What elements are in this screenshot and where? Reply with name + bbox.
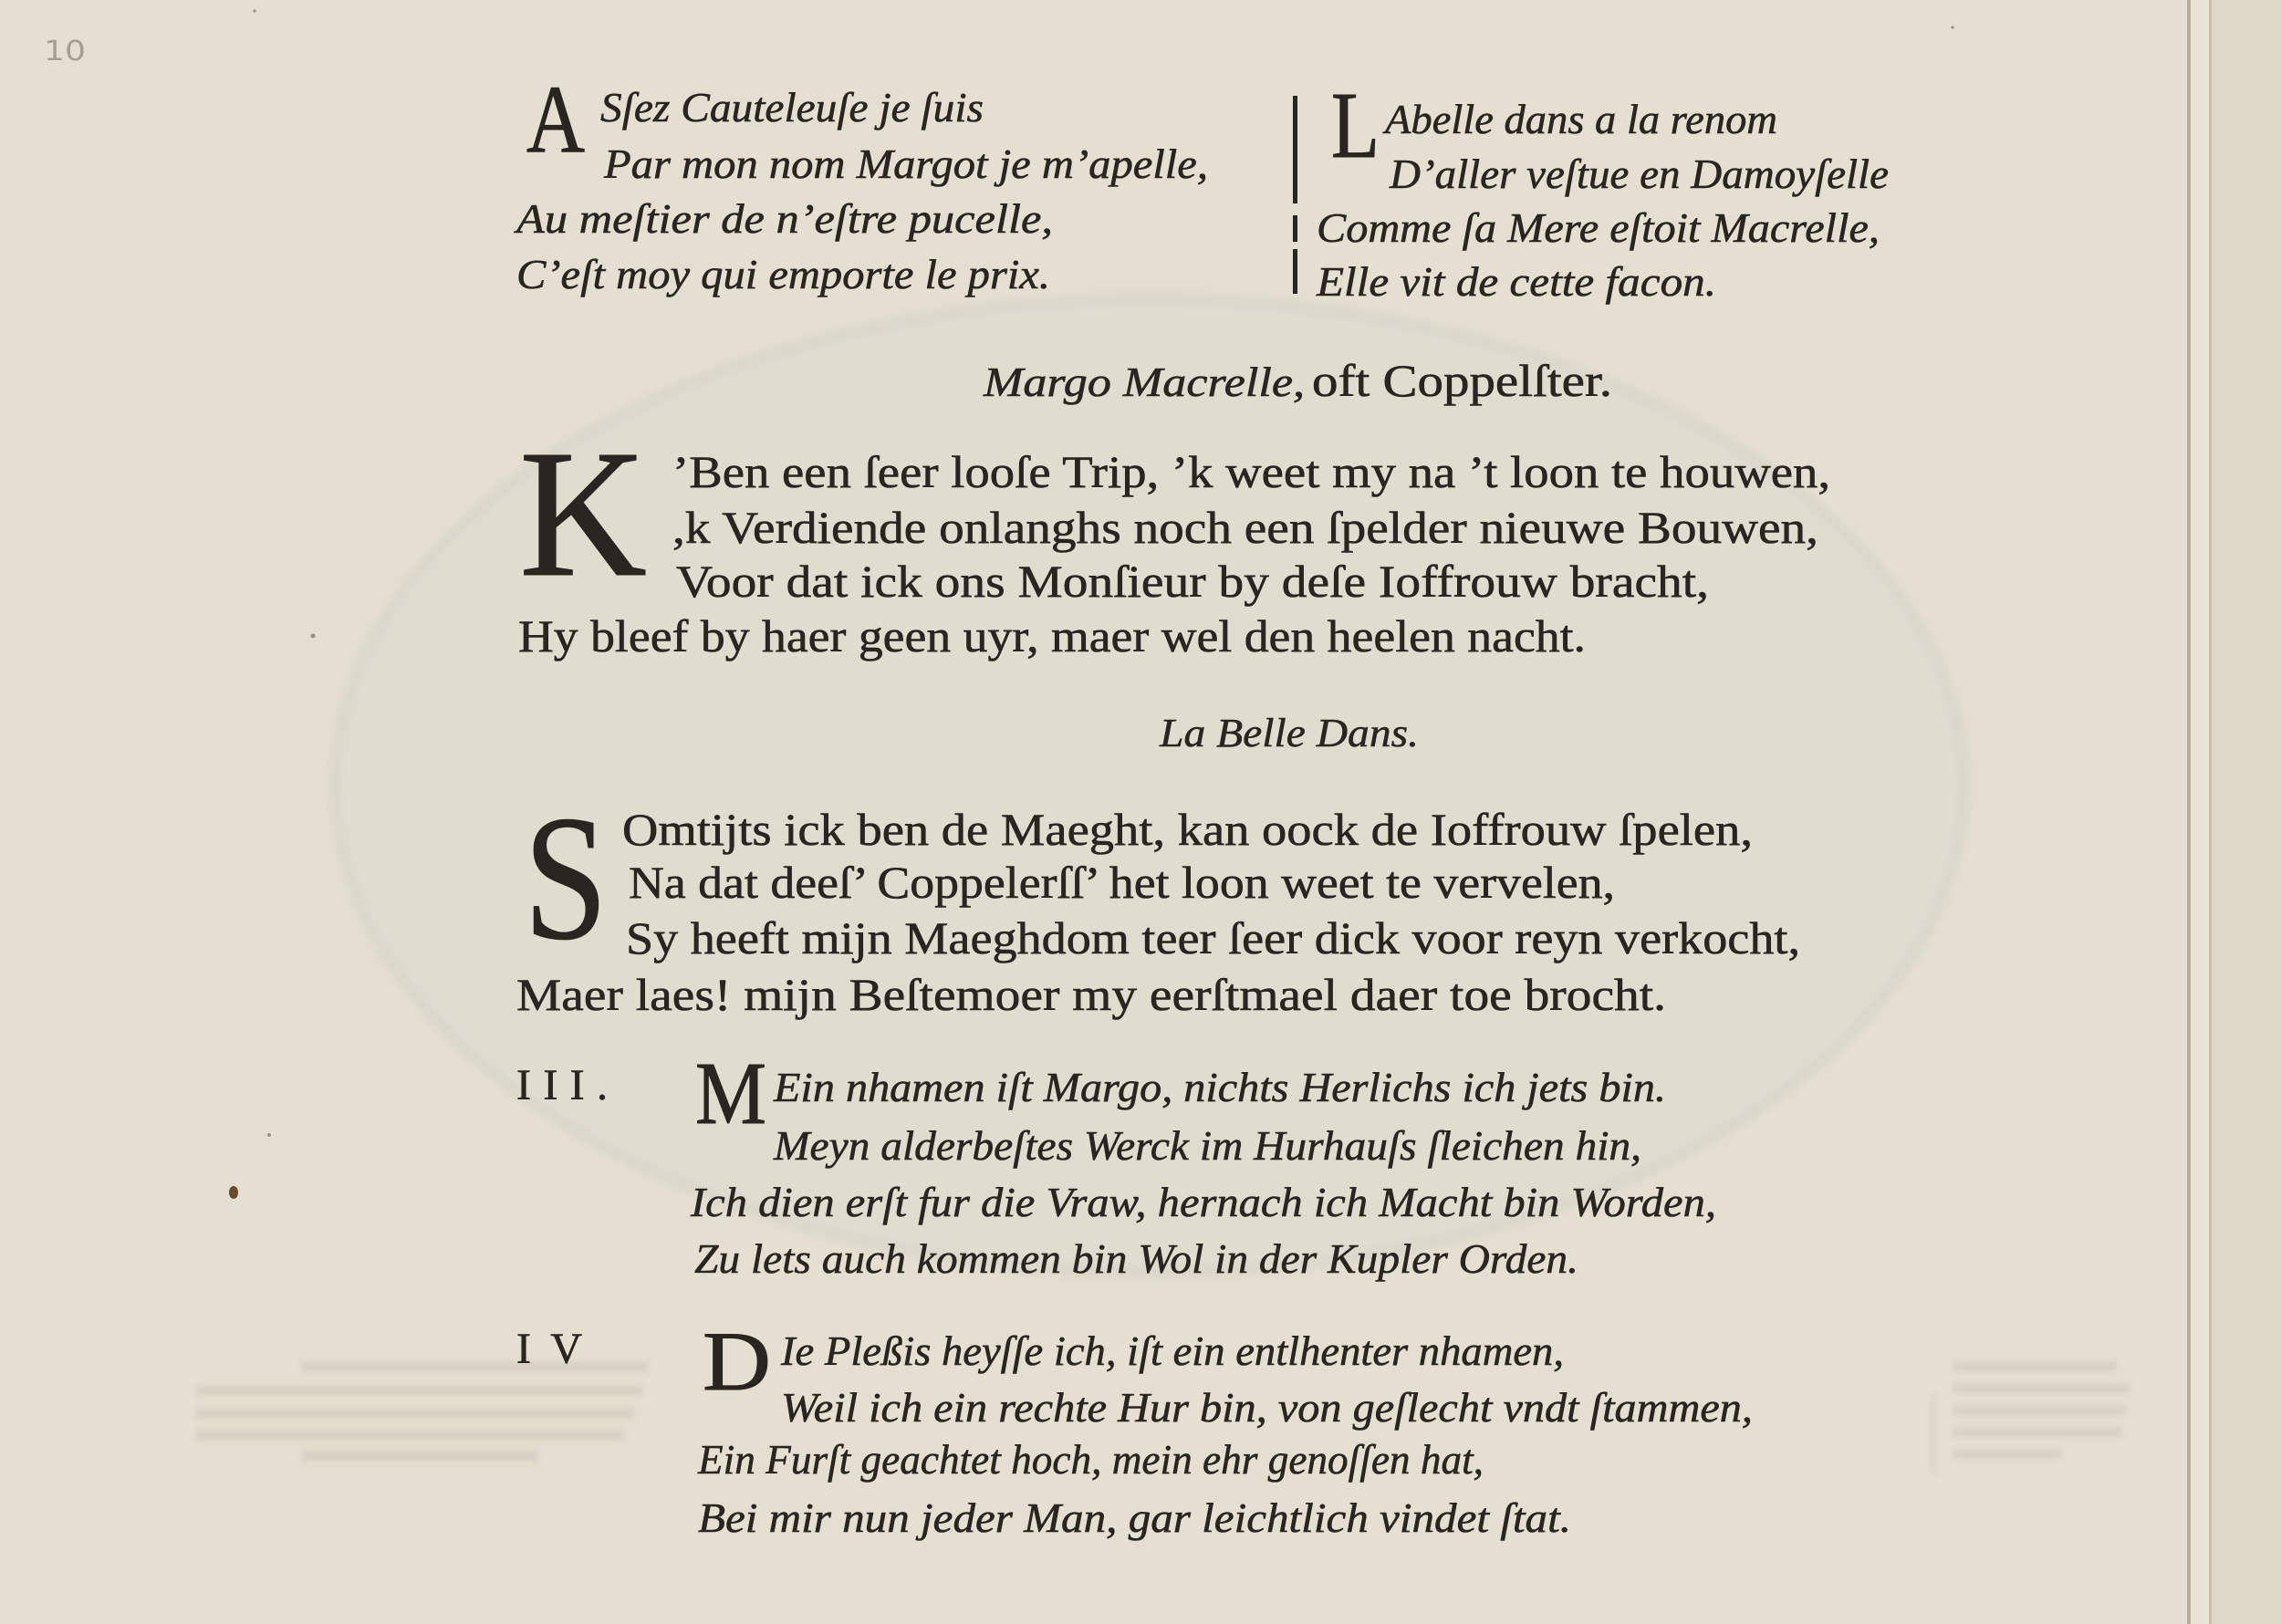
drop-cap-initial: M xyxy=(695,1045,766,1142)
vertical-rule xyxy=(1293,215,1297,242)
german-4-line-1: Ie Pleßis heyſſe ich, iſt ein entlhenter nhamen, xyxy=(779,1327,1564,1374)
page-edge-strip xyxy=(2191,0,2209,1624)
dutch-margo-line-3: Voor dat ick ons Monſieur by deſe Ioffrouw bracht, xyxy=(676,556,1709,607)
dutch-belle-line-3: Sy heeft mijn Maeghdom teer ſeer dick voor reyn verkocht, xyxy=(626,912,1800,963)
gutter-line xyxy=(2209,0,2212,1624)
french-left-line-2: Par mon nom Margot je m’apelle, xyxy=(602,141,1208,187)
section-title-margo xyxy=(983,355,1612,406)
german-4-line-4: Bei mir nun jeder Man, gar leichtlich vindet ſtat. xyxy=(698,1494,1571,1541)
bleed-through-line xyxy=(301,1451,538,1462)
german-3-line-4: Zu lets auch kommen bin Wol in der Kupler Orden. xyxy=(694,1235,1578,1282)
german-3-line-3: Ich dien erſt fur die Vraw, hernach ich Macht bin Worden, xyxy=(689,1179,1716,1225)
french-left-line-4: C’eſt moy qui emporte le prix. xyxy=(516,251,1050,297)
bleed-through-line xyxy=(1953,1383,2130,1393)
french-right-line-2: D’aller veſtue en Damoyſelle xyxy=(1388,151,1889,197)
bleed-through-line xyxy=(1953,1427,2121,1437)
folio-pencil-number: 10 xyxy=(44,36,86,68)
dutch-belle-line-2: Na dat deeſ’ Coppelerſſ’ het loon weet te vervelen, xyxy=(629,857,1615,908)
vertical-rule xyxy=(1293,249,1297,294)
german-3-line-1: Ein nhamen iſt Margo, nichts Herlichs ich jets bin. xyxy=(772,1064,1666,1110)
vertical-rule xyxy=(1293,96,1297,203)
drop-cap-initial: A xyxy=(526,66,585,172)
dutch-belle-line-4: Maer laes! mijn Beſtemoer my eerſtmael daer toe brocht. xyxy=(516,969,1667,1020)
french-left-line-3: Au meſtier de n’eſtre pucelle, xyxy=(513,195,1053,242)
french-right-line-3: Comme ſa Mere eſtoit Macrelle, xyxy=(1317,204,1880,251)
drop-cap-initial: D xyxy=(703,1315,771,1408)
section-title-belle: La Belle Dans. xyxy=(1158,711,1419,755)
paper-speck xyxy=(267,1133,271,1137)
verse-dutch-belle xyxy=(516,779,1800,1020)
french-right-line-1: Abelle dans a la renom xyxy=(1381,96,1777,142)
paper-speck xyxy=(253,9,255,12)
paper-speck xyxy=(1951,26,1953,28)
german-4-line-2: Weil ich ein rechte Hur bin, von geſlecht vndt ſtammen, xyxy=(781,1384,1753,1431)
bleed-through-line xyxy=(196,1430,625,1441)
bleed-through-line xyxy=(1953,1449,2062,1459)
bleed-through-bracket xyxy=(1932,1393,1935,1475)
french-left-line-1: Sſez Cauteleuſe je ſuis xyxy=(600,84,984,130)
french-right-line-4: Elle vit de cette facon. xyxy=(1315,258,1716,305)
dutch-margo-line-1: ’Ben een ſeer looſe Trip, ’k weet my na ’t loon te houwen, xyxy=(672,446,1830,497)
title-roman-part: oft Coppelſter. xyxy=(1312,355,1612,406)
bleed-through-line xyxy=(196,1408,634,1419)
bleed-through-line xyxy=(1953,1361,2117,1371)
drop-cap-initial: S xyxy=(524,779,608,977)
dutch-margo-line-2: ,k Verdiende onlanghs noch een ſpelder nieuwe Bouwen, xyxy=(672,502,1818,553)
german-4-line-3: Ein Furſt geachtet hoch, mein ehr genoſſen hat, xyxy=(697,1436,1484,1483)
drop-cap-initial: K xyxy=(519,413,647,615)
bleed-through-line xyxy=(1953,1405,2126,1415)
drop-cap-initial: L xyxy=(1331,73,1380,178)
page-edge-line xyxy=(2187,0,2191,1624)
bleed-through-line xyxy=(301,1361,648,1372)
dutch-margo-line-4: Hy bleef by haer geen uyr, maer wel den heelen nacht. xyxy=(518,610,1586,661)
ink-stain xyxy=(229,1186,238,1199)
title-italic-part: Margo Macrelle, xyxy=(982,359,1305,405)
german-3-line-2: Meyn alderbeſtes Werck im Hurhauſs ſleichen hin, xyxy=(772,1122,1641,1169)
paper-speck xyxy=(311,634,316,639)
stanza-number: IV xyxy=(516,1325,582,1373)
bleed-through-line xyxy=(196,1385,643,1396)
dutch-belle-line-1: Omtijts ick ben de Maeght, kan oock de Ioffrouw ſpelen, xyxy=(622,804,1753,855)
stanza-number: III. xyxy=(516,1061,608,1109)
